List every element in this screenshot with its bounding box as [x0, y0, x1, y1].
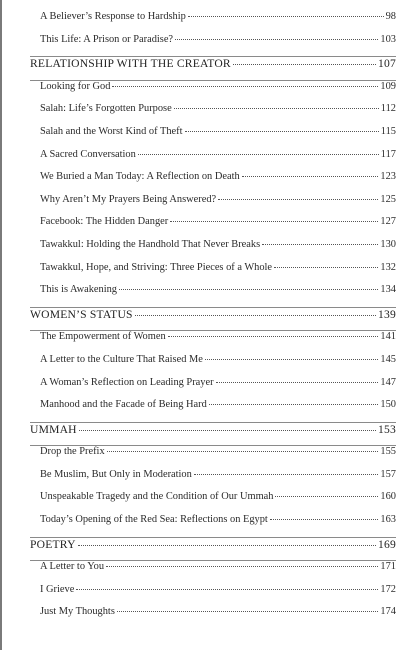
dot-leader	[274, 267, 378, 268]
toc-page-number: 112	[380, 103, 396, 115]
dot-leader	[119, 289, 378, 290]
toc-title: Manhood and the Facade of Being Hard	[40, 399, 207, 411]
dot-leader	[188, 16, 384, 17]
toc-page-number: 174	[380, 606, 396, 618]
toc-title: Facebook: The Hidden Danger	[40, 216, 169, 228]
dot-leader	[194, 474, 379, 475]
toc-entry[interactable]	[30, 331, 396, 354]
toc-title: UMMAH	[30, 422, 77, 436]
toc-page-number: 169	[378, 537, 396, 551]
toc-entry[interactable]	[30, 561, 396, 584]
dot-leader	[170, 221, 378, 222]
dot-leader	[168, 336, 379, 337]
toc-title: Drop the Prefix	[40, 446, 105, 458]
toc-page-number: 130	[380, 238, 396, 250]
toc-page-number: 163	[380, 514, 396, 526]
toc-page-number: 127	[380, 216, 396, 228]
dot-leader	[107, 451, 379, 452]
toc-page-number: 139	[378, 307, 396, 321]
toc-page-number: 171	[380, 561, 396, 573]
toc-entry[interactable]	[30, 216, 396, 239]
toc-entry[interactable]	[30, 606, 396, 629]
toc-entry[interactable]	[30, 469, 396, 492]
toc-entry[interactable]	[30, 239, 396, 262]
toc-entry[interactable]	[30, 81, 396, 104]
toc-entry[interactable]	[30, 354, 396, 377]
toc-title: Looking for God	[40, 80, 111, 92]
toc-entry[interactable]	[30, 584, 396, 607]
toc-entry[interactable]	[30, 491, 396, 514]
dot-leader	[79, 430, 376, 431]
toc-section-heading[interactable]	[30, 308, 396, 331]
toc-entry[interactable]	[30, 34, 396, 57]
toc-section-heading[interactable]	[30, 538, 396, 561]
toc-section-heading[interactable]	[30, 57, 396, 80]
toc-title: Just My Thoughts	[40, 606, 115, 618]
toc-entry[interactable]	[30, 194, 396, 217]
toc-entry[interactable]	[30, 514, 396, 537]
toc-entry[interactable]	[30, 377, 396, 400]
toc-title: A Sacred Conversation	[40, 148, 136, 160]
toc-title: Be Muslim, But Only in Moderation	[40, 468, 192, 480]
toc-page-number: 115	[380, 125, 396, 137]
toc-title: POETRY	[30, 537, 76, 551]
toc-entry[interactable]	[30, 284, 396, 307]
toc-page-number: 141	[380, 331, 396, 343]
toc-page-number: 160	[380, 491, 396, 503]
toc-entry[interactable]	[30, 126, 396, 149]
toc-page-number: 132	[380, 261, 396, 273]
page-edge-line	[0, 0, 2, 650]
toc-entry[interactable]	[30, 149, 396, 172]
dot-leader	[209, 404, 379, 405]
dot-leader	[112, 86, 378, 87]
dot-leader	[138, 154, 379, 155]
toc-title: A Letter to the Culture That Raised Me	[40, 353, 203, 365]
dot-leader	[76, 589, 378, 590]
toc-title: Tawakkul, Hope, and Striving: Three Pieces of a Whole	[40, 261, 273, 273]
toc-title: Salah and the Worst Kind of Theft	[40, 125, 183, 137]
table-of-contents	[30, 11, 396, 629]
toc-page-number: 147	[380, 376, 396, 388]
toc-entry[interactable]	[30, 262, 396, 285]
toc-page-number: 157	[380, 468, 396, 480]
toc-title: I Grieve	[40, 583, 75, 595]
dot-leader	[275, 496, 378, 497]
toc-title: Unspeakable Tragedy and the Condition of Our Ummah	[40, 491, 274, 503]
toc-title: This Life: A Prison or Paradise?	[40, 33, 174, 45]
dot-leader	[106, 566, 378, 567]
toc-entry[interactable]	[30, 446, 396, 469]
dot-leader	[117, 611, 379, 612]
toc-page-number: 134	[380, 284, 396, 296]
toc-page-number: 109	[380, 80, 396, 92]
toc-page-number: 155	[380, 446, 396, 458]
dot-leader	[242, 176, 379, 177]
toc-entry[interactable]	[30, 171, 396, 194]
toc-page-number: 107	[378, 57, 396, 71]
toc-title: Tawakkul: Holding the Handhold That Never Breaks	[40, 238, 261, 250]
toc-title: This is Awakening	[40, 284, 117, 296]
toc-page-number: 123	[380, 171, 396, 183]
dot-leader	[174, 108, 379, 109]
toc-title: We Buried a Man Today: A Reflection on Death	[40, 171, 240, 183]
toc-title: Today’s Opening of the Red Sea: Reflections on Egypt	[40, 514, 268, 526]
toc-title: A Letter to You	[40, 561, 105, 573]
dot-leader	[233, 64, 376, 65]
toc-title: Why Aren’t My Prayers Being Answered?	[40, 193, 217, 205]
toc-section-heading[interactable]	[30, 423, 396, 446]
dot-leader	[270, 519, 379, 520]
toc-page-number: 145	[380, 353, 396, 365]
toc-page-number: 103	[380, 33, 396, 45]
toc-title: A Believer’s Response to Hardship	[40, 11, 186, 22]
toc-page-number: 125	[380, 193, 396, 205]
toc-page-number: 153	[378, 422, 396, 436]
toc-title: WOMEN’S STATUS	[30, 307, 133, 321]
toc-entry[interactable]	[30, 103, 396, 126]
dot-leader	[135, 315, 376, 316]
toc-entry[interactable]	[30, 11, 396, 34]
toc-page-number: 117	[380, 148, 396, 160]
toc-title: Salah: Life’s Forgotten Purpose	[40, 103, 172, 115]
dot-leader	[205, 359, 379, 360]
dot-leader	[216, 382, 379, 383]
toc-title: A Woman’s Reflection on Leading Prayer	[40, 376, 214, 388]
toc-page-number: 172	[380, 583, 396, 595]
dot-leader	[78, 545, 376, 546]
toc-page-number: 150	[380, 399, 396, 411]
toc-title: The Empowerment of Women	[40, 331, 166, 343]
dot-leader	[262, 244, 378, 245]
dot-leader	[175, 39, 378, 40]
toc-entry[interactable]	[30, 399, 396, 422]
toc-page-number: 98	[385, 11, 396, 22]
dot-leader	[185, 131, 379, 132]
dot-leader	[218, 199, 378, 200]
toc-title: RELATIONSHIP WITH THE CREATOR	[30, 57, 231, 71]
